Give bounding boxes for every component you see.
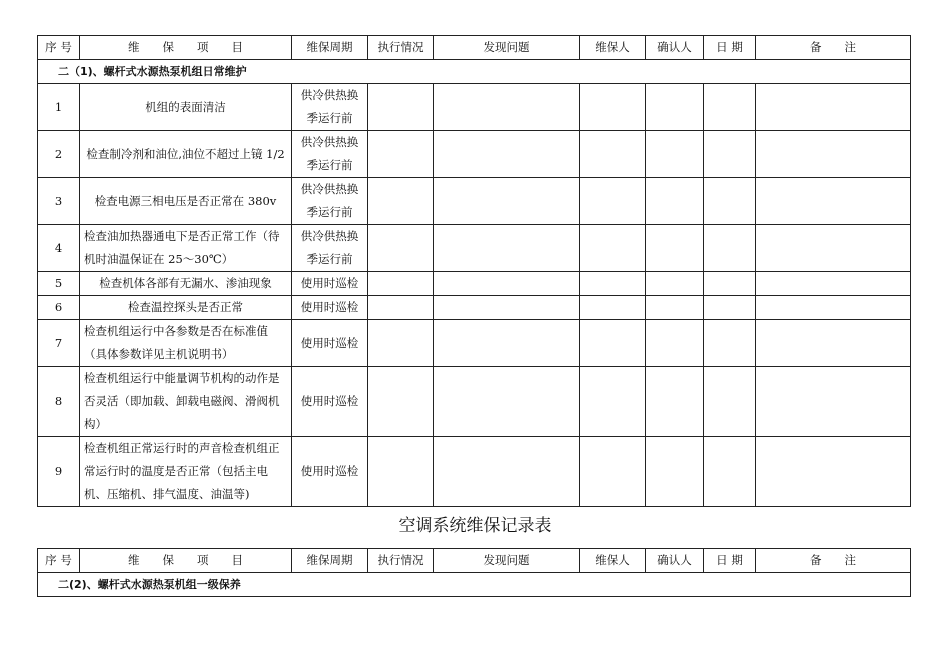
maintenance-table-2 — [37, 548, 911, 597]
row-cycle: 供冷供热换季运行前 — [292, 225, 368, 272]
cell-date — [704, 272, 756, 296]
cell-remark — [756, 296, 911, 320]
cell-remark — [756, 84, 911, 131]
row-item: 检查制冷剂和油位,油位不超过上镜 1/2 — [80, 131, 292, 178]
table-row — [38, 84, 911, 131]
maintenance-table-1 — [37, 35, 911, 507]
cell-remark — [756, 272, 911, 296]
cell-date — [704, 296, 756, 320]
row-item: 检查机体各部有无漏水、渗油现象 — [80, 272, 292, 296]
header-issue: 发现问题 — [434, 549, 580, 573]
cell-exec — [368, 296, 434, 320]
table-row — [38, 272, 911, 296]
table-row — [38, 296, 911, 320]
cell-exec — [368, 320, 434, 367]
row-item: 检查油加热器通电下是否正常工作（待机时油温保证在 25～30℃） — [80, 225, 292, 272]
table-row — [38, 178, 911, 225]
row-seq: 5 — [38, 272, 80, 296]
row-seq: 8 — [38, 367, 80, 437]
row-cycle: 使用时巡检 — [292, 272, 368, 296]
table-row — [38, 437, 911, 507]
row-seq: 7 — [38, 320, 80, 367]
cell-date — [704, 320, 756, 367]
cell-date — [704, 131, 756, 178]
row-cycle: 供冷供热换季运行前 — [292, 131, 368, 178]
header-item: 维 保 项 目 — [80, 549, 292, 573]
table-row — [38, 131, 911, 178]
cell-confirmer — [646, 296, 704, 320]
cell-maintainer — [580, 367, 646, 437]
row-seq: 2 — [38, 131, 80, 178]
cell-date — [704, 178, 756, 225]
cell-exec — [368, 225, 434, 272]
cell-confirmer — [646, 272, 704, 296]
header-issue: 发现问题 — [434, 36, 580, 60]
cell-confirmer — [646, 84, 704, 131]
cell-remark — [756, 367, 911, 437]
cell-issue — [434, 437, 580, 507]
row-cycle: 使用时巡检 — [292, 320, 368, 367]
page-title: 空调系统维保记录表 — [398, 516, 552, 536]
cell-exec — [368, 367, 434, 437]
row-seq: 3 — [38, 178, 80, 225]
cell-date — [704, 225, 756, 272]
cell-date — [704, 84, 756, 131]
header-confirmer: 确认人 — [646, 549, 704, 573]
cell-confirmer — [646, 367, 704, 437]
cell-issue — [434, 296, 580, 320]
header-seq: 序 号 — [38, 36, 80, 60]
cell-confirmer — [646, 320, 704, 367]
row-seq: 6 — [38, 296, 80, 320]
cell-confirmer — [646, 178, 704, 225]
cell-issue — [434, 225, 580, 272]
row-item: 检查温控探头是否正常 — [80, 296, 292, 320]
header-cycle: 维保周期 — [292, 36, 368, 60]
header-exec: 执行情况 — [368, 549, 434, 573]
cell-exec — [368, 131, 434, 178]
cell-confirmer — [646, 225, 704, 272]
cell-confirmer — [646, 131, 704, 178]
table-row — [38, 225, 911, 272]
header-remark: 备 注 — [756, 549, 911, 573]
row-cycle: 供冷供热换季运行前 — [292, 178, 368, 225]
row-item: 检查机组运行中各参数是否在标准值（具体参数详见主机说明书） — [80, 320, 292, 367]
cell-exec — [368, 178, 434, 225]
cell-maintainer — [580, 131, 646, 178]
cell-issue — [434, 84, 580, 131]
section-row — [38, 573, 911, 597]
cell-issue — [434, 131, 580, 178]
cell-issue — [434, 367, 580, 437]
header-date: 日 期 — [704, 36, 756, 60]
row-cycle: 使用时巡检 — [292, 437, 368, 507]
section-title: 二（1)、螺杆式水源热泵机组日常维护 — [38, 60, 911, 84]
cell-remark — [756, 131, 911, 178]
header-confirmer: 确认人 — [646, 36, 704, 60]
row-item: 机组的表面清洁 — [80, 84, 292, 131]
header-maintainer: 维保人 — [580, 36, 646, 60]
cell-date — [704, 437, 756, 507]
cell-maintainer — [580, 296, 646, 320]
cell-maintainer — [580, 225, 646, 272]
cell-issue — [434, 272, 580, 296]
section-title: 二(2)、螺杆式水源热泵机组一级保养 — [38, 573, 911, 597]
header-maintainer: 维保人 — [580, 549, 646, 573]
header-item: 维 保 项 目 — [80, 36, 292, 60]
row-seq: 4 — [38, 225, 80, 272]
header-row — [38, 36, 911, 60]
row-item: 检查机组运行中能量调节机构的动作是否灵活（即加载、卸载电磁阀、滑阀机构） — [80, 367, 292, 437]
cell-issue — [434, 320, 580, 367]
cell-remark — [756, 320, 911, 367]
cell-remark — [756, 225, 911, 272]
cell-maintainer — [580, 320, 646, 367]
cell-exec — [368, 84, 434, 131]
cell-confirmer — [646, 437, 704, 507]
cell-exec — [368, 437, 434, 507]
cell-remark — [756, 437, 911, 507]
row-seq: 1 — [38, 84, 80, 131]
row-item: 检查电源三相电压是否正常在 380v — [80, 178, 292, 225]
header-exec: 执行情况 — [368, 36, 434, 60]
header-cycle: 维保周期 — [292, 549, 368, 573]
header-remark: 备 注 — [756, 36, 911, 60]
row-seq: 9 — [38, 437, 80, 507]
cell-issue — [434, 178, 580, 225]
cell-exec — [368, 272, 434, 296]
row-item: 检查机组正常运行时的声音检查机组正常运行时的温度是否正常（包括主电机、压缩机、排气温度、油温等) — [80, 437, 292, 507]
table-row — [38, 320, 911, 367]
section-row — [38, 60, 911, 84]
header-seq: 序 号 — [38, 549, 80, 573]
table-row — [38, 367, 911, 437]
header-date: 日 期 — [704, 549, 756, 573]
row-cycle: 使用时巡检 — [292, 367, 368, 437]
cell-maintainer — [580, 437, 646, 507]
cell-maintainer — [580, 84, 646, 131]
cell-date — [704, 367, 756, 437]
row-cycle: 使用时巡检 — [292, 296, 368, 320]
cell-maintainer — [580, 272, 646, 296]
cell-remark — [756, 178, 911, 225]
cell-maintainer — [580, 178, 646, 225]
row-cycle: 供冷供热换季运行前 — [292, 84, 368, 131]
header-row — [38, 549, 911, 573]
